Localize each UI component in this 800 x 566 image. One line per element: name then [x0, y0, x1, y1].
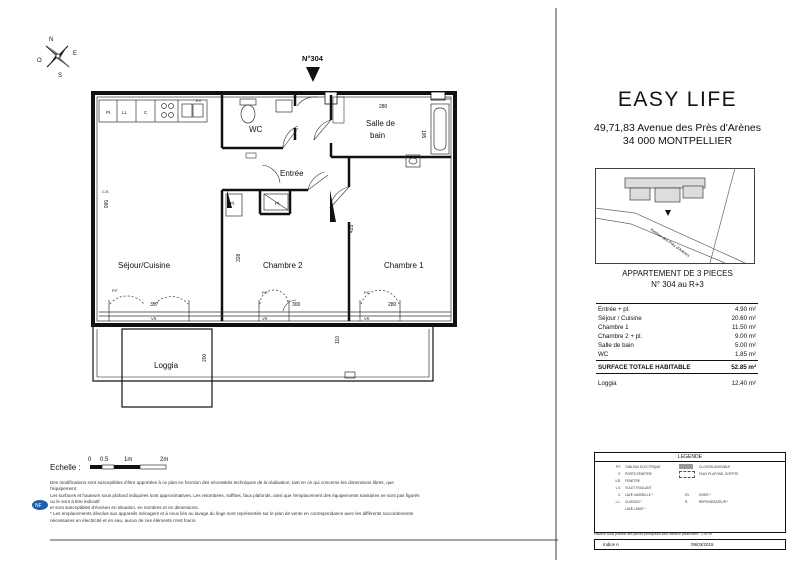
surface-row: Chambre 1 11.50 m²: [598, 324, 756, 331]
note-1: Des modifications sont susceptibles d'être apportées à ce plan en fonction des nécessités techniques de la réalisation, tant en ce qui concerne les dimensions libres, que l'équipement.: [50, 480, 394, 492]
surface-row: Salle de bain 5.00 m²: [598, 342, 756, 349]
dim-300: 300: [292, 302, 301, 308]
scale-tick-1m: 1m: [124, 457, 133, 463]
fixture-pl-kitchen: Pl.: [106, 110, 112, 115]
note-5: nécessaires en électricité et en eau, aucun de ces éléments n'est fourni.: [50, 517, 197, 523]
dim-280-top: 280: [379, 104, 388, 110]
entry-arrow-icon: [306, 67, 320, 82]
legend-box: LEGENDE P.F. F. V.R. L.V. C. L.L. TABLEAU ELECTRIQUE PORTE-FENETRE FENETRE VOLET ROULANT LAVE-VAISSELLE * CUISSON * LAVE-LINGE * EV. R. CLOISON AMOVIBLE FAUX PLAFOND, SOFFITE EVIER * REFRIGERATEUR *: [594, 452, 786, 533]
dim-580: 580: [102, 200, 108, 209]
compass-n: N: [49, 37, 54, 43]
scale-bar: [90, 465, 166, 469]
project-title: EASY LIFE: [617, 88, 738, 111]
fixture-pf-ch2: P.F.: [262, 290, 269, 295]
nf-logo: [32, 500, 48, 510]
fixture-pf-ch1: P.F.: [364, 290, 371, 295]
room-chambre1: Chambre 1: [384, 261, 424, 270]
room-chambre2: Chambre 2: [263, 261, 303, 270]
surface-row: Entrée + pl. 4.90 m²: [598, 306, 756, 313]
dim-425: 425: [349, 224, 355, 233]
loggia-outline: [93, 325, 433, 407]
note-4: * Les emplacements dévolus aux appareils ménagers et à ceux liés au lavage du linge sont représentés sur le plan de vente en correspondance avec les différents raccordements: [50, 511, 414, 517]
apartment-number: N° 304 au R+3: [651, 280, 704, 289]
legend-footnote: Hauteur sous plafond des pièces principales sauf mention particulière : 2,50 m: [594, 532, 712, 536]
address-line-1: 49,71,83 Avenue des Près d'Arènes: [593, 122, 761, 134]
address-line-2: 34 000 MONTPELLIER: [622, 135, 733, 147]
room-wc: WC: [249, 125, 263, 134]
apartment-type: APPARTEMENT DE 3 PIECES: [622, 269, 733, 278]
dim-200: 200: [202, 353, 208, 362]
entry-label: N°304: [302, 54, 323, 63]
compass-s: S: [58, 73, 63, 79]
compass-o: O: [37, 58, 42, 64]
fixture-pf-sejour: P.F.: [112, 288, 119, 293]
scale-tick-05: 0.5: [100, 457, 109, 463]
site-plan-map: [595, 168, 755, 264]
fixture-vr-sejour: VR: [151, 316, 157, 321]
compass-e: E: [73, 51, 78, 57]
surface-total: SURFACE TOTALE HABITABLE 52.85 m²: [598, 364, 756, 371]
scale-tick-2m: 2m: [160, 457, 169, 463]
revision-date: 09/03/2015: [691, 542, 714, 547]
svg-text:Avenue des Près d'Arènes: Avenue des Près d'Arènes: [649, 226, 691, 258]
room-sejour: Séjour/Cuisine: [118, 261, 171, 270]
disclaimer-notes: [50, 480, 420, 524]
revision-box: [594, 539, 786, 550]
dim-328: 328: [236, 253, 242, 262]
fixture-ev: EV: [196, 98, 202, 103]
compass-rose-icon: [46, 45, 70, 68]
fixture-c: C: [144, 110, 148, 115]
fixture-vr-ch1: VR: [364, 316, 370, 321]
fixture-ce: C.E.: [102, 189, 110, 194]
surface-row: WC 1.85 m²: [598, 351, 756, 358]
dim-110: 110: [335, 336, 341, 344]
bathtub-icon: [431, 99, 451, 154]
dim-195: 195: [420, 130, 426, 139]
kitchen-counter: [99, 100, 207, 122]
dim-357: 357: [150, 302, 159, 308]
note-2: Les surfaces et hauteurs sous plafond indiquées sont approximatives. Les retombées, soffites, faux plafonds, ainsi que l'emplacement des équipements sanitaires ne sont pas figurés ou le sont à titre indicatif: [50, 492, 420, 504]
surface-row: Séjour / Cuisine 20.60 m²: [598, 315, 756, 322]
legend-title: LEGENDE: [595, 453, 785, 462]
toilet-icon: [240, 99, 292, 123]
loggia-row: Loggia 12.40 m²: [598, 380, 756, 387]
svg-text:NF: NF: [35, 503, 42, 509]
fixture-ll: LL: [122, 110, 128, 115]
scale-label: Echelle :: [50, 463, 81, 472]
dim-280-bottom: 280: [388, 302, 397, 308]
room-bath-2: bain: [370, 131, 386, 140]
scale-tick-0: 0: [88, 457, 92, 463]
room-entree: Entrée: [280, 169, 304, 178]
fixture-pl-entry: Pl.: [275, 201, 281, 206]
room-loggia: Loggia: [154, 361, 179, 370]
room-bath-1: Salle de: [366, 119, 395, 128]
fixture-pl-ch2: Pl.: [230, 201, 236, 206]
surface-row: Chambre 2 + pl. 9.00 m²: [598, 333, 756, 340]
note-3: et sont susceptibles d'évoluer en situation, en nombres et en dimensions.: [50, 505, 199, 511]
fixture-vr-ch2: VR: [262, 316, 268, 321]
revision-index: Indice A: [603, 542, 620, 547]
